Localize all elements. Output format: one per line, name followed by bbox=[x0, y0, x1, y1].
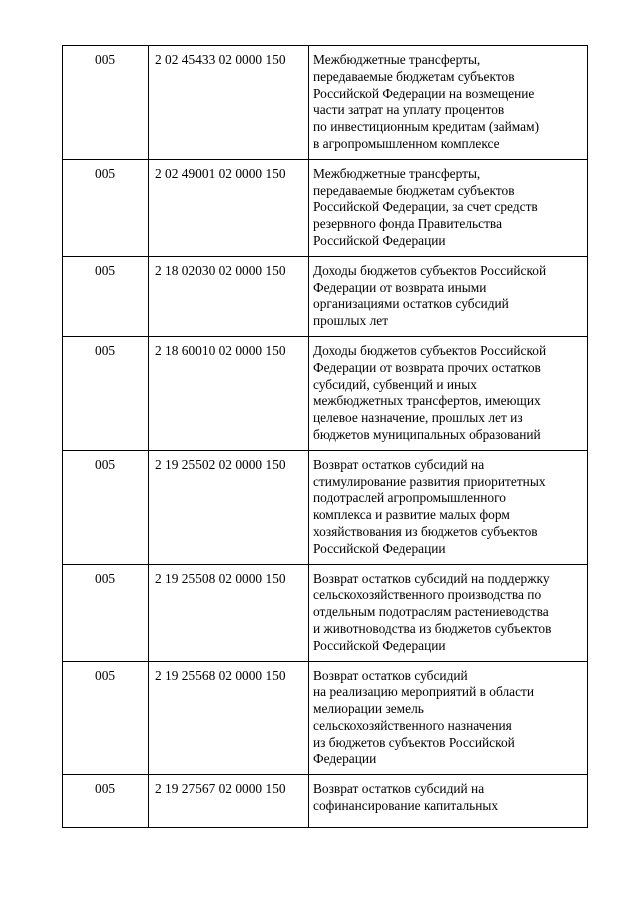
name-line: сельскохозяйственного назначения bbox=[313, 717, 512, 733]
name-line: Возврат остатков субсидий на поддержку bbox=[313, 570, 550, 586]
name-line: стимулирование развития приоритетных bbox=[313, 473, 546, 489]
name-line: Возврат остатков субсидий на bbox=[313, 781, 485, 797]
table-body bbox=[63, 46, 588, 828]
name-line: целевое назначение, прошлых лет из bbox=[313, 410, 523, 426]
name-line: Федерации bbox=[313, 751, 377, 767]
name-line: прошлых лет bbox=[313, 313, 389, 329]
name-line: и животноводства из бюджетов субъектов bbox=[313, 620, 552, 636]
name-line: части затрат на уплату процентов bbox=[313, 102, 505, 118]
name-line: по инвестиционным кредитам (займам) bbox=[313, 119, 540, 135]
admin-code-cell: 005 bbox=[63, 46, 149, 160]
name-line: Российской Федерации bbox=[313, 637, 446, 653]
admin-code-cell: 005 bbox=[63, 256, 149, 336]
income-code-cell: 2 19 25508 02 0000 150 bbox=[149, 564, 309, 661]
name-line: Российской Федерации bbox=[313, 540, 446, 556]
income-code-cell: 2 19 27567 02 0000 150 bbox=[149, 775, 309, 828]
income-code-cell: 2 19 25502 02 0000 150 bbox=[149, 450, 309, 564]
admin-code-cell: 005 bbox=[63, 336, 149, 450]
name-line: бюджетов муниципальных образований bbox=[313, 426, 541, 442]
name-line: межбюджетных трансфертов, имеющих bbox=[313, 393, 541, 409]
name-line: Доходы бюджетов субъектов Российской bbox=[313, 262, 547, 278]
name-line: Федерации от возврата иными bbox=[313, 279, 487, 295]
admin-code-cell: 005 bbox=[63, 159, 149, 256]
table-row bbox=[63, 336, 588, 450]
name-line: резервного фонда Правительства bbox=[313, 216, 503, 232]
name-line: хозяйствования из бюджетов субъектов bbox=[313, 523, 538, 539]
income-name-cell bbox=[309, 450, 588, 564]
income-code-cell: 2 18 02030 02 0000 150 bbox=[149, 256, 309, 336]
name-line: Возврат остатков субсидий на bbox=[313, 456, 485, 472]
name-line: Доходы бюджетов субъектов Российской bbox=[313, 342, 547, 358]
income-code-cell: 2 19 25568 02 0000 150 bbox=[149, 661, 309, 775]
admin-code-cell: 005 bbox=[63, 775, 149, 828]
admin-code-cell: 005 bbox=[63, 564, 149, 661]
name-line: мелиорации земель bbox=[313, 701, 424, 717]
table-row bbox=[63, 564, 588, 661]
income-name-cell bbox=[309, 336, 588, 450]
income-name-cell bbox=[309, 661, 588, 775]
table-row bbox=[63, 661, 588, 775]
name-line: Федерации от возврата прочих остатков bbox=[313, 359, 541, 375]
income-code-cell: 2 18 60010 02 0000 150 bbox=[149, 336, 309, 450]
name-line: Российской Федерации bbox=[313, 232, 446, 248]
table-row bbox=[63, 46, 588, 160]
name-line: комплекса и развитие малых форм bbox=[313, 507, 510, 523]
income-code-cell: 2 02 49001 02 0000 150 bbox=[149, 159, 309, 256]
income-name-cell bbox=[309, 775, 588, 828]
table-row bbox=[63, 775, 588, 828]
name-line: Межбюджетные трансферты, bbox=[313, 52, 481, 67]
name-line: из бюджетов субъектов Российской bbox=[313, 734, 515, 750]
name-line: Российской Федерации, за счет средств bbox=[313, 199, 538, 215]
name-line: подотраслей агропромышленного bbox=[313, 490, 506, 506]
admin-code-cell: 005 bbox=[63, 450, 149, 564]
table-row bbox=[63, 450, 588, 564]
name-line: Межбюджетные трансферты, bbox=[313, 165, 481, 181]
name-line: отдельным подотраслям растениеводства bbox=[313, 604, 549, 620]
name-line: субсидий, субвенций и иных bbox=[313, 376, 477, 392]
name-line: передаваемые бюджетам субъектов bbox=[313, 68, 515, 84]
name-line: сельскохозяйственного производства по bbox=[313, 587, 542, 603]
income-name-cell bbox=[309, 564, 588, 661]
name-line: передаваемые бюджетам субъектов bbox=[313, 182, 515, 198]
admin-code-cell: 005 bbox=[63, 661, 149, 775]
name-line: организациями остатков субсидий bbox=[313, 296, 509, 312]
name-line: софинансирование капитальных bbox=[313, 798, 499, 814]
income-name-cell bbox=[309, 46, 588, 160]
table-row bbox=[63, 159, 588, 256]
income-code-cell: 2 02 45433 02 0000 150 bbox=[149, 46, 309, 160]
name-line: на реализацию мероприятий в области bbox=[313, 684, 535, 700]
name-line: в агропромышленном комплексе bbox=[313, 135, 500, 151]
name-line: Возврат остатков субсидий bbox=[313, 667, 468, 683]
income-name-cell bbox=[309, 159, 588, 256]
income-name-cell bbox=[309, 256, 588, 336]
income-codes-table bbox=[62, 45, 588, 828]
table-row bbox=[63, 256, 588, 336]
name-line: Российской Федерации на возмещение bbox=[313, 85, 535, 101]
